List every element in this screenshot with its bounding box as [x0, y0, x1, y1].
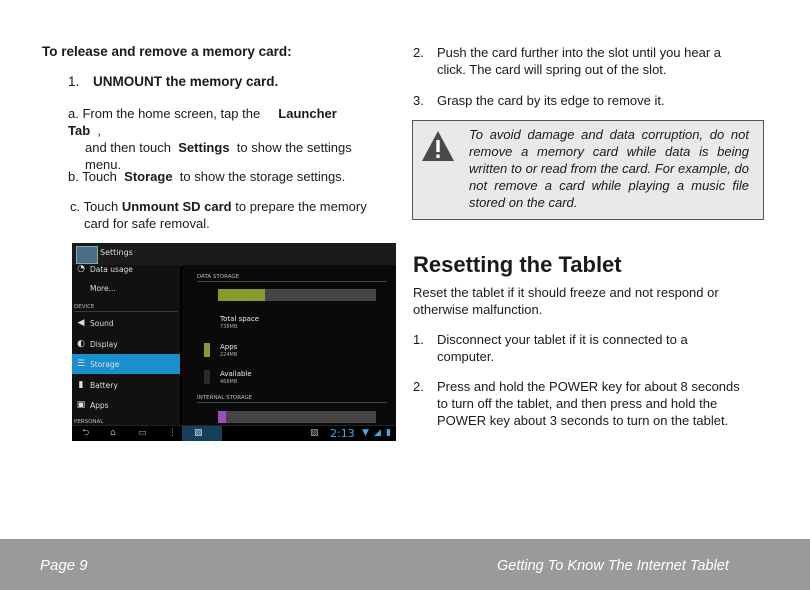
sidebar-item-battery	[72, 375, 180, 395]
storage-panel	[182, 265, 396, 425]
footer-title: Getting To Know The Internet Tablet	[497, 558, 729, 574]
step-b-prefix: b. Touch	[68, 169, 117, 184]
apps-row	[220, 343, 237, 358]
data-usage-icon: ◔	[77, 264, 85, 274]
speaker-icon: ◀	[77, 318, 85, 328]
step-a-line3: menu.	[85, 157, 122, 172]
step-b-suffix: to show the storage settings.	[179, 169, 346, 184]
launcher-tab-keyword: Launcher Tab	[68, 106, 337, 138]
sidebar-item-storage	[72, 354, 180, 374]
step-number: 1.	[413, 332, 424, 347]
sidebar-item-more	[72, 278, 180, 298]
step-2-line1: Push the card further into the slot until you hear a	[437, 45, 722, 60]
sidebar-item-label: Storage	[90, 360, 120, 369]
back-icon: ⮌	[82, 428, 90, 438]
reset-step-1-line2: computer.	[437, 349, 495, 364]
available-value: 468MB	[220, 379, 238, 385]
reset-step-2-line2: to turn off the tablet, and then press and hold the	[437, 396, 718, 411]
apps-color-swatch	[204, 343, 210, 357]
battery-icon: ▮	[78, 380, 84, 390]
gallery-icon: ▨	[310, 428, 319, 438]
sidebar-item-sound	[72, 313, 180, 333]
storage-usage-fill	[218, 289, 265, 301]
reset-step-2	[413, 378, 743, 429]
reset-heading: Resetting the Tablet	[413, 252, 622, 277]
storage-icon: ☰	[76, 359, 86, 369]
screenshot-notification-icon: ▨	[194, 428, 203, 438]
storage-keyword: Storage	[124, 169, 173, 184]
available-row	[220, 370, 252, 385]
reset-step-1	[413, 331, 743, 365]
data-storage-header: DATA STORAGE	[197, 274, 387, 282]
step-number: 2.	[413, 379, 424, 394]
step-a-prefix: a. From the home screen, tap the	[68, 106, 261, 121]
sidebar-item-apps	[72, 395, 180, 415]
step-1	[68, 74, 278, 89]
sidebar-item-label: Data usage	[90, 265, 133, 274]
step-a	[68, 105, 368, 173]
total-space-row	[220, 315, 259, 330]
system-nav-bar	[72, 425, 396, 441]
step-a-comma: ,	[97, 123, 102, 138]
menu-icon: ⋮	[168, 428, 177, 438]
storage-usage-bar	[218, 289, 376, 301]
sidebar-item-label: Sound	[90, 319, 114, 328]
reset-intro: Reset the tablet if it should freeze and not respond or otherwise malfunction.	[413, 285, 719, 317]
settings-keyword: Settings	[178, 140, 230, 155]
step-a-line2b: to show the settings	[236, 140, 352, 155]
reset-step-2-line3: POWER key about 3 seconds to turn on the tablet.	[437, 413, 729, 428]
sidebar-item-label: Battery	[90, 381, 118, 390]
sidebar-item-label: More...	[90, 284, 116, 293]
internal-storage-header: INTERNAL STORAGE	[197, 395, 387, 403]
page-number: Page 9	[40, 557, 88, 574]
step-3-text: Grasp the card by its edge to remove it.	[437, 93, 665, 108]
step-2-line2: click. The card will spring out of the slot.	[437, 62, 667, 77]
step-2	[413, 44, 743, 78]
step-number: 1.	[68, 74, 80, 89]
step-b	[68, 168, 345, 185]
step-c-line2: card for safe removal.	[84, 216, 210, 231]
warning-box	[412, 120, 764, 220]
page-footer	[0, 539, 810, 590]
personal-section-header: PERSONAL	[74, 419, 178, 427]
warning-text: To avoid damage and data corruption, do not remove a memory card while data is being written to or read from the card. For example, do not remove a card while playing a music file stored on the card.	[469, 127, 749, 210]
section-title: To release and remove a memory card:	[42, 44, 292, 59]
status-clock: 2:13	[330, 427, 355, 440]
available-color-swatch	[204, 370, 210, 384]
device-section-header: DEVICE	[74, 304, 178, 312]
sidebar-item-label: Display	[90, 340, 118, 349]
display-icon: ◐	[77, 339, 85, 349]
step-a-line2a: and then touch	[85, 140, 172, 155]
settings-sidebar	[72, 265, 180, 425]
sidebar-item-label: Apps	[90, 401, 109, 410]
total-space-label: Total space	[220, 315, 260, 323]
action-bar-title: Settings	[100, 248, 133, 257]
sidebar-item-data-usage	[72, 259, 180, 279]
reset-step-1-line1: Disconnect your tablet if it is connected to a	[437, 332, 688, 347]
recent-apps-icon: ▭	[138, 428, 147, 438]
available-label: Available	[220, 370, 252, 378]
home-icon: ⌂	[110, 428, 116, 438]
wifi-icon: ▼	[362, 428, 369, 438]
step-1-text: UNMOUNT the memory card.	[93, 74, 279, 89]
battery-status-icon: ▮	[386, 428, 391, 438]
internal-storage-fill	[218, 411, 226, 423]
sidebar-item-display	[72, 334, 180, 354]
step-c	[70, 198, 390, 232]
apps-icon: ▣	[76, 400, 86, 410]
step-c-suffix: to prepare the memory	[235, 199, 367, 214]
reset-step-2-line1: Press and hold the POWER key for about 8 seconds	[437, 379, 740, 394]
internal-storage-bar	[218, 411, 376, 423]
signal-icon: ◢	[374, 428, 381, 438]
apps-value: 224MB	[220, 352, 238, 358]
total-space-value: 738MB	[220, 324, 238, 330]
settings-screenshot	[72, 243, 396, 441]
step-number: 3.	[413, 93, 424, 108]
step-c-prefix: c. Touch	[70, 199, 119, 214]
step-3	[413, 92, 665, 109]
warning-icon	[421, 129, 455, 163]
apps-label: Apps	[220, 343, 238, 351]
unmount-keyword: Unmount SD card	[121, 199, 232, 214]
step-number: 2.	[413, 45, 424, 60]
